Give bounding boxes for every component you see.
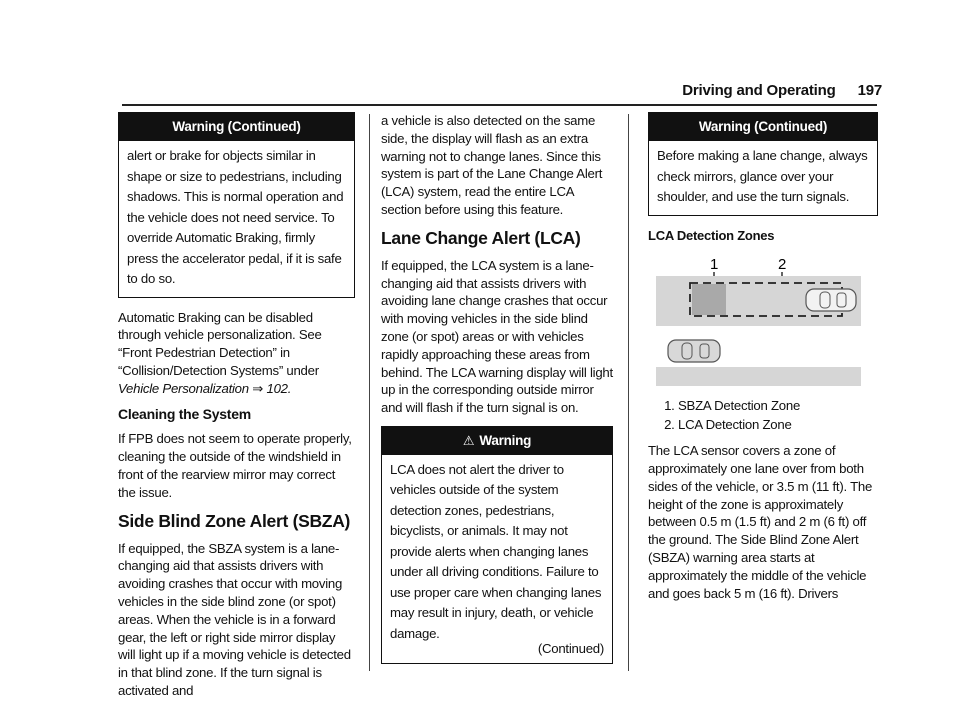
zones-list [648, 396, 878, 434]
warning-text: Before making a lane change, always check mirrors, glance over your shoulder, and use the turn signals. [657, 148, 868, 204]
header-rule [122, 104, 877, 106]
warning-box-continued [648, 112, 878, 216]
column-2 [381, 112, 613, 675]
diagram-label-1: 1 [709, 256, 719, 274]
heading-lca-zones: LCA Detection Zones [648, 227, 775, 243]
list-item: 1. SBZA Detection Zone [678, 396, 878, 415]
column-3 [648, 112, 878, 611]
warning-text-body: LCA does not alert the driver to vehicles outside of the system detection zones, pedestrians, bicyclists, or animals. It may not provide alerts when changing lanes under all driving conditions. Failure to use proper care when changing lanes may result in injury, death, or vehicle damage. [390, 461, 602, 641]
page-ref: 102. [266, 380, 292, 396]
page-number: 197 [857, 82, 882, 99]
page-header [620, 82, 882, 99]
continued-note: (Continued) [537, 641, 604, 657]
diagram-label-2: 2 [777, 256, 787, 274]
heading-sbza: Side Blind Zone Alert (SBZA) [118, 510, 351, 531]
warning-title: Warning (Continued) [119, 113, 354, 141]
warning-title-bar [382, 427, 612, 455]
lca-detection-zones-diagram [656, 254, 868, 386]
cross-reference-link[interactable]: Vehicle Personalization [118, 380, 249, 396]
paragraph-lca: If equipped, the LCA system is a lane-changing aid that assists drivers with avoiding lane change crashes that occur with moving vehicles in the side blind zone (or spot) areas or with vehicles rapidly approaching these areas from behind. The LCA warning display will light up in the corresponding outside mirror and will flash if the turn signal is on. [381, 257, 613, 416]
warning-title: Warning [479, 432, 532, 448]
column-1 [118, 112, 355, 709]
section-title: Driving and Operating [682, 82, 836, 99]
host-vehicle [668, 340, 720, 362]
approaching-car-top [806, 289, 856, 311]
paragraph-continued: a vehicle is also detected on the same side, the display will flash as an extra warning not to change lanes. Since this system is part of the Lane Change Alert (LCA) system, read the entire LCA section before using this feature. [381, 113, 603, 217]
warning-title: Warning (Continued) [649, 113, 877, 141]
paragraph-sbza: If equipped, the SBZA system is a lane-changing aid that assists drivers with avoiding crashes that occur with moving vehicles in the side blind zone (or spot) areas. When the vehicle is in a forward gear, the left or right side mirror display will light up if a moving vehicle is detected in that blind zone. If the turn signal is activated and [118, 540, 351, 699]
warning-text: alert or brake for objects similar in shape or size to pedestrians, including shadows. This is normal operation and the vehicle does not need service. To override Automatic Braking, firmly press the accelerator pedal, if it is safe to do so. [127, 148, 344, 286]
paragraph-text: Automatic Braking can be disabled through vehicle personalization. See “Front Pedestrian Detection” in “Collision/Detection Systems” under [118, 309, 322, 378]
paragraph-cleaning: If FPB does not seem to operate properly, cleaning the outside of the windshield in front of the rearview mirror may correct the issue. [118, 431, 352, 500]
warning-box-continued [118, 112, 355, 298]
warning-box [381, 426, 613, 665]
lane-gap [656, 330, 861, 333]
column-divider-1 [369, 114, 370, 671]
paragraph-disable-braking [118, 309, 355, 398]
warning-triangle-icon: ⚠ [462, 432, 475, 448]
lane-bottom [656, 367, 861, 386]
sbza-zone-top [692, 284, 726, 315]
heading-lca: Lane Change Alert (LCA) [381, 227, 581, 248]
paragraph-sensor: The LCA sensor covers a zone of approximately one lane over from both sides of the vehicle, or 3.5 m (11 ft). The height of the zone is approximately between 0.5 m (1.5 ft) and 2 m (6 ft) off the ground. The Side Blind Zone Alert (SBZA) warning area starts at approximately the middle of the vehicle and goes back 5 m (16 ft). Drivers [648, 443, 873, 601]
page-ref-arrow-icon: ⇒ [252, 380, 264, 396]
column-divider-2 [628, 114, 629, 671]
heading-cleaning-system: Cleaning the System [118, 406, 251, 423]
list-item: 2. LCA Detection Zone [678, 415, 878, 434]
warning-text [382, 455, 612, 664]
